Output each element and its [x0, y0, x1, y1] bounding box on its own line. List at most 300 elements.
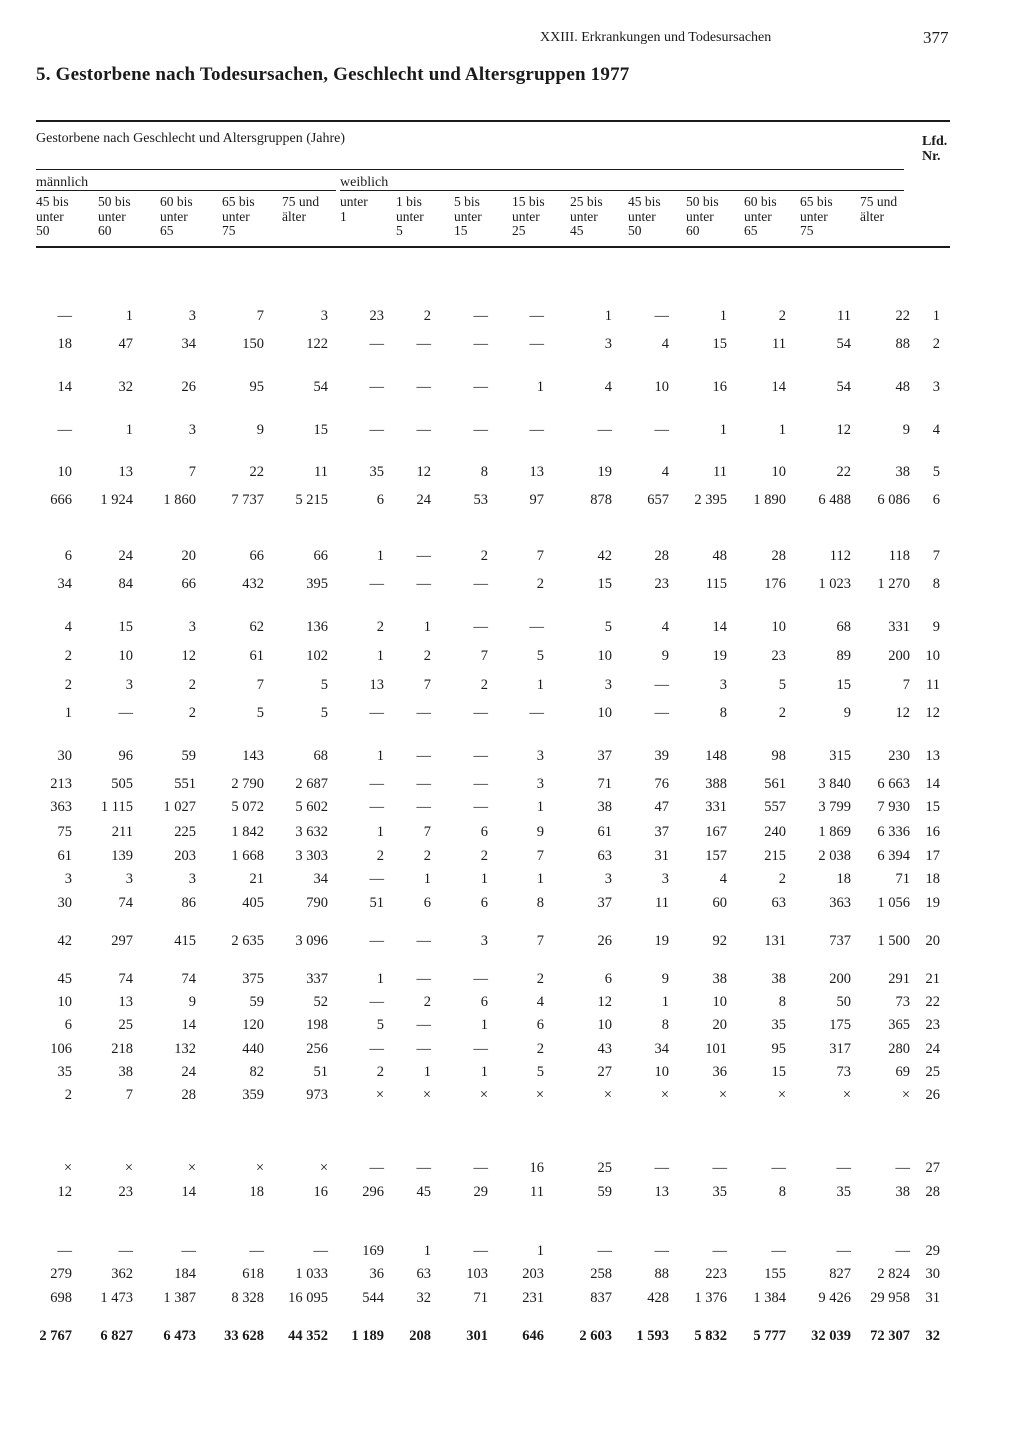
table-cell: 8 — [536, 895, 544, 911]
table-cell: — — [836, 1160, 851, 1176]
table-cell: 440 — [242, 1041, 264, 1057]
table-cell: 35 — [369, 464, 384, 480]
table-cell: — — [369, 379, 384, 395]
table-cell: 2 038 — [818, 848, 851, 864]
table-cell: 35 — [712, 1184, 727, 1200]
table-cell: 1 — [125, 308, 133, 324]
table-cell: 6 663 — [877, 776, 910, 792]
table-cell: 23 — [771, 648, 786, 664]
table-cell: 258 — [590, 1266, 612, 1282]
table-cell: 666 — [50, 492, 72, 508]
table-cell: 551 — [174, 776, 196, 792]
table-cell: 363 — [50, 799, 72, 815]
table-cell: × — [319, 1160, 328, 1176]
table-cell: 97 — [529, 492, 544, 508]
table-cell: 88 — [895, 336, 910, 352]
table-cell: 26 — [597, 933, 612, 949]
table-cell: 1 — [604, 308, 612, 324]
table-cell: 43 — [597, 1041, 612, 1057]
table-cell: 115 — [705, 576, 727, 592]
table-cell: 71 — [597, 776, 612, 792]
table-cell: 59 — [249, 994, 264, 1010]
table-cell: × — [422, 1087, 431, 1103]
column-header: 45 bis unter 50 — [628, 194, 661, 238]
table-cell: × — [535, 1087, 544, 1103]
table-cell: — — [473, 308, 488, 324]
row-number: 25 — [925, 1064, 940, 1080]
table-cell: 66 — [181, 576, 196, 592]
table-cell: 10 — [771, 464, 786, 480]
table-cell: × — [660, 1087, 669, 1103]
column-header: unter 1 — [340, 194, 368, 224]
table-cell: — — [416, 1160, 431, 1176]
table-cell: 2 790 — [231, 776, 264, 792]
table-cell: 203 — [174, 848, 196, 864]
table-cell: 54 — [836, 336, 851, 352]
table-cell: — — [369, 1160, 384, 1176]
table-cell: 215 — [764, 848, 786, 864]
table-cell: 973 — [306, 1087, 328, 1103]
row-number: 9 — [932, 619, 940, 635]
table-cell: 32 — [416, 1290, 431, 1306]
table-cell: — — [654, 677, 669, 693]
table-cell: 50 — [836, 994, 851, 1010]
table-cell: 20 — [181, 548, 196, 564]
table-cell: 1 — [661, 994, 669, 1010]
table-cell: 62 — [249, 619, 264, 635]
table-cell: 1 — [423, 619, 431, 635]
table-cell: 3 — [536, 748, 544, 764]
table-cell: 2 767 — [39, 1328, 72, 1344]
table-cell: — — [529, 422, 544, 438]
table-cell: — — [473, 422, 488, 438]
table-cell: — — [473, 748, 488, 764]
table-cell: 363 — [829, 895, 851, 911]
table-cell: 26 — [181, 379, 196, 395]
table-cell: × — [63, 1160, 72, 1176]
table-cell: 557 — [764, 799, 786, 815]
table-header-label: Gestorbene nach Geschlecht und Altersgruppen (Jahre) — [36, 131, 346, 146]
table-cell: — — [369, 871, 384, 887]
table-cell: 1 — [376, 824, 384, 840]
column-header: 65 bis unter 75 — [800, 194, 833, 238]
table-cell: 28 — [771, 548, 786, 564]
table-cell: 223 — [705, 1266, 727, 1282]
table-cell: — — [57, 422, 72, 438]
table-cell: 39 — [654, 748, 669, 764]
row-number: 7 — [932, 548, 940, 564]
table-cell: 21 — [249, 871, 264, 887]
table-cell: — — [416, 576, 431, 592]
table-cell: 61 — [597, 824, 612, 840]
table-cell: 365 — [888, 1017, 910, 1033]
table-cell: 1 593 — [636, 1328, 669, 1344]
table-cell: 6 — [64, 548, 72, 564]
table-cell: 388 — [705, 776, 727, 792]
table-cell: 18 — [249, 1184, 264, 1200]
table-cell: 4 — [536, 994, 544, 1010]
table-cell: — — [836, 1243, 851, 1259]
table-cell: 1 189 — [351, 1328, 384, 1344]
table-cell: — — [369, 422, 384, 438]
row-number: 18 — [925, 871, 940, 887]
table-cell: 30 — [57, 748, 72, 764]
table-cell: — — [473, 705, 488, 721]
table-cell: 2 603 — [579, 1328, 612, 1344]
table-cell: 6 — [604, 971, 612, 987]
table-cell: 19 — [654, 933, 669, 949]
table-cell: — — [473, 776, 488, 792]
row-number: 12 — [925, 705, 940, 721]
table-cell: 2 — [778, 705, 786, 721]
table-cell: 296 — [362, 1184, 384, 1200]
table-cell: — — [529, 336, 544, 352]
table-cell: 47 — [118, 336, 133, 352]
table-cell: — — [473, 379, 488, 395]
table-cell: — — [369, 1041, 384, 1057]
table-cell: 5 602 — [295, 799, 328, 815]
table-cell: 8 — [778, 994, 786, 1010]
table-cell: 120 — [242, 1017, 264, 1033]
table-cell: — — [473, 619, 488, 635]
table-cell: 1 — [376, 648, 384, 664]
table-cell: 38 — [771, 971, 786, 987]
column-header: 75 und älter — [860, 194, 898, 224]
running-head: XXIII. Erkrankungen und Todesursachen — [540, 30, 772, 45]
table-cell: 198 — [306, 1017, 328, 1033]
table-cell: 5 777 — [753, 1328, 786, 1344]
table-cell: 131 — [764, 933, 786, 949]
table-cell: 2 395 — [694, 492, 727, 508]
table-cell: 143 — [242, 748, 264, 764]
table-cell: 96 — [118, 748, 133, 764]
table-cell: 10 — [597, 705, 612, 721]
table-cell: — — [473, 576, 488, 592]
table-cell: 73 — [836, 1064, 851, 1080]
group-rule — [36, 169, 904, 170]
table-cell: 24 — [181, 1064, 196, 1080]
table-cell: 48 — [712, 548, 727, 564]
table-cell: 1 — [480, 871, 488, 887]
table-cell: 2 687 — [295, 776, 328, 792]
table-cell: 10 — [654, 379, 669, 395]
table-cell: 48 — [895, 379, 910, 395]
table-cell: 28 — [181, 1087, 196, 1103]
table-cell: 3 303 — [295, 848, 328, 864]
table-cell: 3 632 — [295, 824, 328, 840]
table-cell: 16 095 — [288, 1290, 328, 1306]
table-cell: 35 — [57, 1064, 72, 1080]
table-cell: 63 — [771, 895, 786, 911]
table-cell: 32 039 — [811, 1328, 851, 1344]
table-cell: 8 — [661, 1017, 669, 1033]
table-cell: 4 — [661, 336, 669, 352]
table-cell: 6 394 — [877, 848, 910, 864]
table-cell: 10 — [57, 464, 72, 480]
row-number: 27 — [925, 1160, 940, 1176]
table-cell: 1 023 — [818, 576, 851, 592]
table-cell: 14 — [712, 619, 727, 635]
table-cell: 19 — [597, 464, 612, 480]
table-cell: × — [124, 1160, 133, 1176]
table-cell: 38 — [895, 1184, 910, 1200]
table-cell: 3 — [188, 871, 196, 887]
table-cell: 38 — [712, 971, 727, 987]
table-cell: 31 — [654, 848, 669, 864]
table-cell: 3 — [188, 619, 196, 635]
table-cell: — — [416, 336, 431, 352]
table-cell: 84 — [118, 576, 133, 592]
table-cell: 106 — [50, 1041, 72, 1057]
table-cell: 405 — [242, 895, 264, 911]
table-cell: 14 — [181, 1184, 196, 1200]
column-header: 65 bis unter 75 — [222, 194, 255, 238]
table-cell: — — [654, 422, 669, 438]
table-cell: 101 — [705, 1041, 727, 1057]
table-cell: — — [118, 1243, 133, 1259]
table-cell: 38 — [895, 464, 910, 480]
table-cell: 95 — [249, 379, 264, 395]
table-cell: 3 840 — [818, 776, 851, 792]
table-cell: 68 — [836, 619, 851, 635]
table-cell: 331 — [888, 619, 910, 635]
table-cell: 12 — [597, 994, 612, 1010]
table-cell: 12 — [416, 464, 431, 480]
row-number: 31 — [925, 1290, 940, 1306]
table-cell: 45 — [57, 971, 72, 987]
table-cell: 14 — [771, 379, 786, 395]
table-cell: 23 — [118, 1184, 133, 1200]
table-cell: 5 — [256, 705, 264, 721]
table-cell: 15 — [118, 619, 133, 635]
table-cell: 32 — [118, 379, 133, 395]
column-header: 50 bis unter 60 — [686, 194, 719, 238]
table-cell: — — [416, 799, 431, 815]
table-cell: 1 890 — [753, 492, 786, 508]
table-cell: 155 — [764, 1266, 786, 1282]
table-cell: — — [369, 576, 384, 592]
column-header: 45 bis unter 50 — [36, 194, 69, 238]
table-cell: 38 — [597, 799, 612, 815]
table-cell: — — [369, 336, 384, 352]
table-cell: — — [895, 1243, 910, 1259]
table-cell: 45 — [416, 1184, 431, 1200]
table-cell: 89 — [836, 648, 851, 664]
table-cell: 9 — [188, 994, 196, 1010]
table-cell: 74 — [118, 895, 133, 911]
table-cell: 95 — [771, 1041, 786, 1057]
table-cell: — — [654, 705, 669, 721]
table-cell: 1 — [480, 1064, 488, 1080]
table-cell: 1 — [376, 548, 384, 564]
table-cell: 61 — [249, 648, 264, 664]
table-cell: 3 — [188, 308, 196, 324]
table-cell: 359 — [242, 1087, 264, 1103]
table-cell: 331 — [705, 799, 727, 815]
table-cell: 415 — [174, 933, 196, 949]
table-cell: 2 635 — [231, 933, 264, 949]
table-cell: 2 — [536, 576, 544, 592]
table-cell: 3 — [188, 422, 196, 438]
table-cell: 2 — [423, 648, 431, 664]
table-cell: 73 — [895, 994, 910, 1010]
table-cell: 1 056 — [877, 895, 910, 911]
table-cell: 827 — [829, 1266, 851, 1282]
table-cell: 315 — [829, 748, 851, 764]
table-cell: 6 — [480, 994, 488, 1010]
table-cell: 505 — [111, 776, 133, 792]
table-cell: 54 — [313, 379, 328, 395]
header-bottom-rule — [36, 246, 950, 248]
table-cell: 92 — [712, 933, 727, 949]
column-header: 60 bis unter 65 — [160, 194, 193, 238]
column-header: 15 bis unter 25 — [512, 194, 545, 238]
table-cell: 2 — [536, 1041, 544, 1057]
table-cell: 118 — [888, 548, 910, 564]
table-cell: — — [416, 933, 431, 949]
table-cell: 200 — [888, 648, 910, 664]
row-number: 11 — [926, 677, 940, 693]
table-cell: — — [529, 705, 544, 721]
table-cell: 6 488 — [818, 492, 851, 508]
row-number: 17 — [925, 848, 940, 864]
table-cell: 2 — [480, 548, 488, 564]
table-cell: 1 — [536, 871, 544, 887]
table-cell: 3 — [604, 677, 612, 693]
table-cell: — — [57, 1243, 72, 1259]
table-cell: 1 387 — [163, 1290, 196, 1306]
table-cell: — — [416, 971, 431, 987]
table-cell: 7 — [536, 548, 544, 564]
table-cell: 7 — [480, 648, 488, 664]
table-cell: 28 — [654, 548, 669, 564]
table-cell: 1 — [536, 1243, 544, 1259]
table-cell: 428 — [647, 1290, 669, 1306]
row-number: 26 — [925, 1087, 940, 1103]
table-cell: 59 — [597, 1184, 612, 1200]
table-cell: 2 — [376, 1064, 384, 1080]
table-cell: 2 — [423, 308, 431, 324]
row-number: 16 — [925, 824, 940, 840]
table-cell: 36 — [712, 1064, 727, 1080]
table-cell: 11 — [772, 336, 786, 352]
table-cell: 14 — [57, 379, 72, 395]
table-cell: 7 — [536, 848, 544, 864]
table-cell: 11 — [837, 308, 851, 324]
table-cell: 2 824 — [877, 1266, 910, 1282]
table-cell: 1 668 — [231, 848, 264, 864]
table-cell: 9 — [843, 705, 851, 721]
table-cell: 12 — [895, 705, 910, 721]
table-cell: 2 — [480, 677, 488, 693]
group-male-label: männlich — [36, 175, 89, 190]
table-cell: 2 — [64, 648, 72, 664]
table-cell: — — [654, 1243, 669, 1259]
table-cell: 5 215 — [295, 492, 328, 508]
table-cell: 36 — [369, 1266, 384, 1282]
table-cell: 231 — [522, 1290, 544, 1306]
table-cell: 1 033 — [295, 1266, 328, 1282]
table-cell: 2 — [536, 971, 544, 987]
table-cell: 52 — [313, 994, 328, 1010]
table-cell: 51 — [369, 895, 384, 911]
table-cell: — — [369, 799, 384, 815]
table-cell: — — [712, 1243, 727, 1259]
table-cell: 230 — [888, 748, 910, 764]
row-number: 20 — [925, 933, 940, 949]
table-cell: × — [777, 1087, 786, 1103]
row-number: 5 — [932, 464, 940, 480]
table-cell: 25 — [597, 1160, 612, 1176]
table-cell: 1 — [536, 677, 544, 693]
table-cell: 7 — [188, 464, 196, 480]
table-cell: 291 — [888, 971, 910, 987]
table-cell: 71 — [473, 1290, 488, 1306]
table-cell: 11 — [530, 1184, 544, 1200]
table-cell: 4 — [661, 464, 669, 480]
table-cell: 63 — [597, 848, 612, 864]
table-cell: 8 — [719, 705, 727, 721]
table-cell: 63 — [416, 1266, 431, 1282]
column-header: 75 und älter — [282, 194, 320, 224]
table-cell: 2 — [376, 619, 384, 635]
table-cell: — — [57, 308, 72, 324]
table-cell: — — [369, 776, 384, 792]
table-cell: 1 473 — [100, 1290, 133, 1306]
table-cell: 22 — [895, 308, 910, 324]
table-cell: 2 — [188, 705, 196, 721]
table-cell: 3 — [480, 933, 488, 949]
table-cell: 5 — [778, 677, 786, 693]
table-cell: 790 — [306, 895, 328, 911]
row-number: 1 — [932, 308, 940, 324]
lfd-nr-label: Lfd. Nr. — [922, 134, 948, 164]
table-cell: 1 — [480, 1017, 488, 1033]
table-cell: 1 — [719, 422, 727, 438]
table-cell: 544 — [362, 1290, 384, 1306]
table-cell: 2 — [188, 677, 196, 693]
table-cell: — — [313, 1243, 328, 1259]
table-cell: 10 — [118, 648, 133, 664]
table-cell: 16 — [712, 379, 727, 395]
table-cell: 60 — [712, 895, 727, 911]
table-cell: 6 — [480, 824, 488, 840]
table-cell: — — [473, 1041, 488, 1057]
table-cell: 2 — [64, 677, 72, 693]
table-cell: 157 — [705, 848, 727, 864]
table-cell: — — [369, 705, 384, 721]
table-cell: 211 — [111, 824, 133, 840]
table-cell: 139 — [111, 848, 133, 864]
table-cell: 35 — [836, 1184, 851, 1200]
row-number: 22 — [925, 994, 940, 1010]
row-number: 28 — [925, 1184, 940, 1200]
table-cell: 66 — [313, 548, 328, 564]
table-cell: × — [901, 1087, 910, 1103]
column-header: 25 bis unter 45 — [570, 194, 603, 238]
table-cell: 74 — [181, 971, 196, 987]
table-cell: — — [771, 1243, 786, 1259]
table-cell: 16 — [529, 1160, 544, 1176]
table-cell: 37 — [597, 895, 612, 911]
table-cell: 176 — [764, 576, 786, 592]
table-cell: 38 — [118, 1064, 133, 1080]
table-cell: — — [654, 1160, 669, 1176]
table-cell: 6 — [536, 1017, 544, 1033]
table-cell: 279 — [50, 1266, 72, 1282]
table-cell: 1 924 — [100, 492, 133, 508]
table-cell: 112 — [829, 548, 851, 564]
